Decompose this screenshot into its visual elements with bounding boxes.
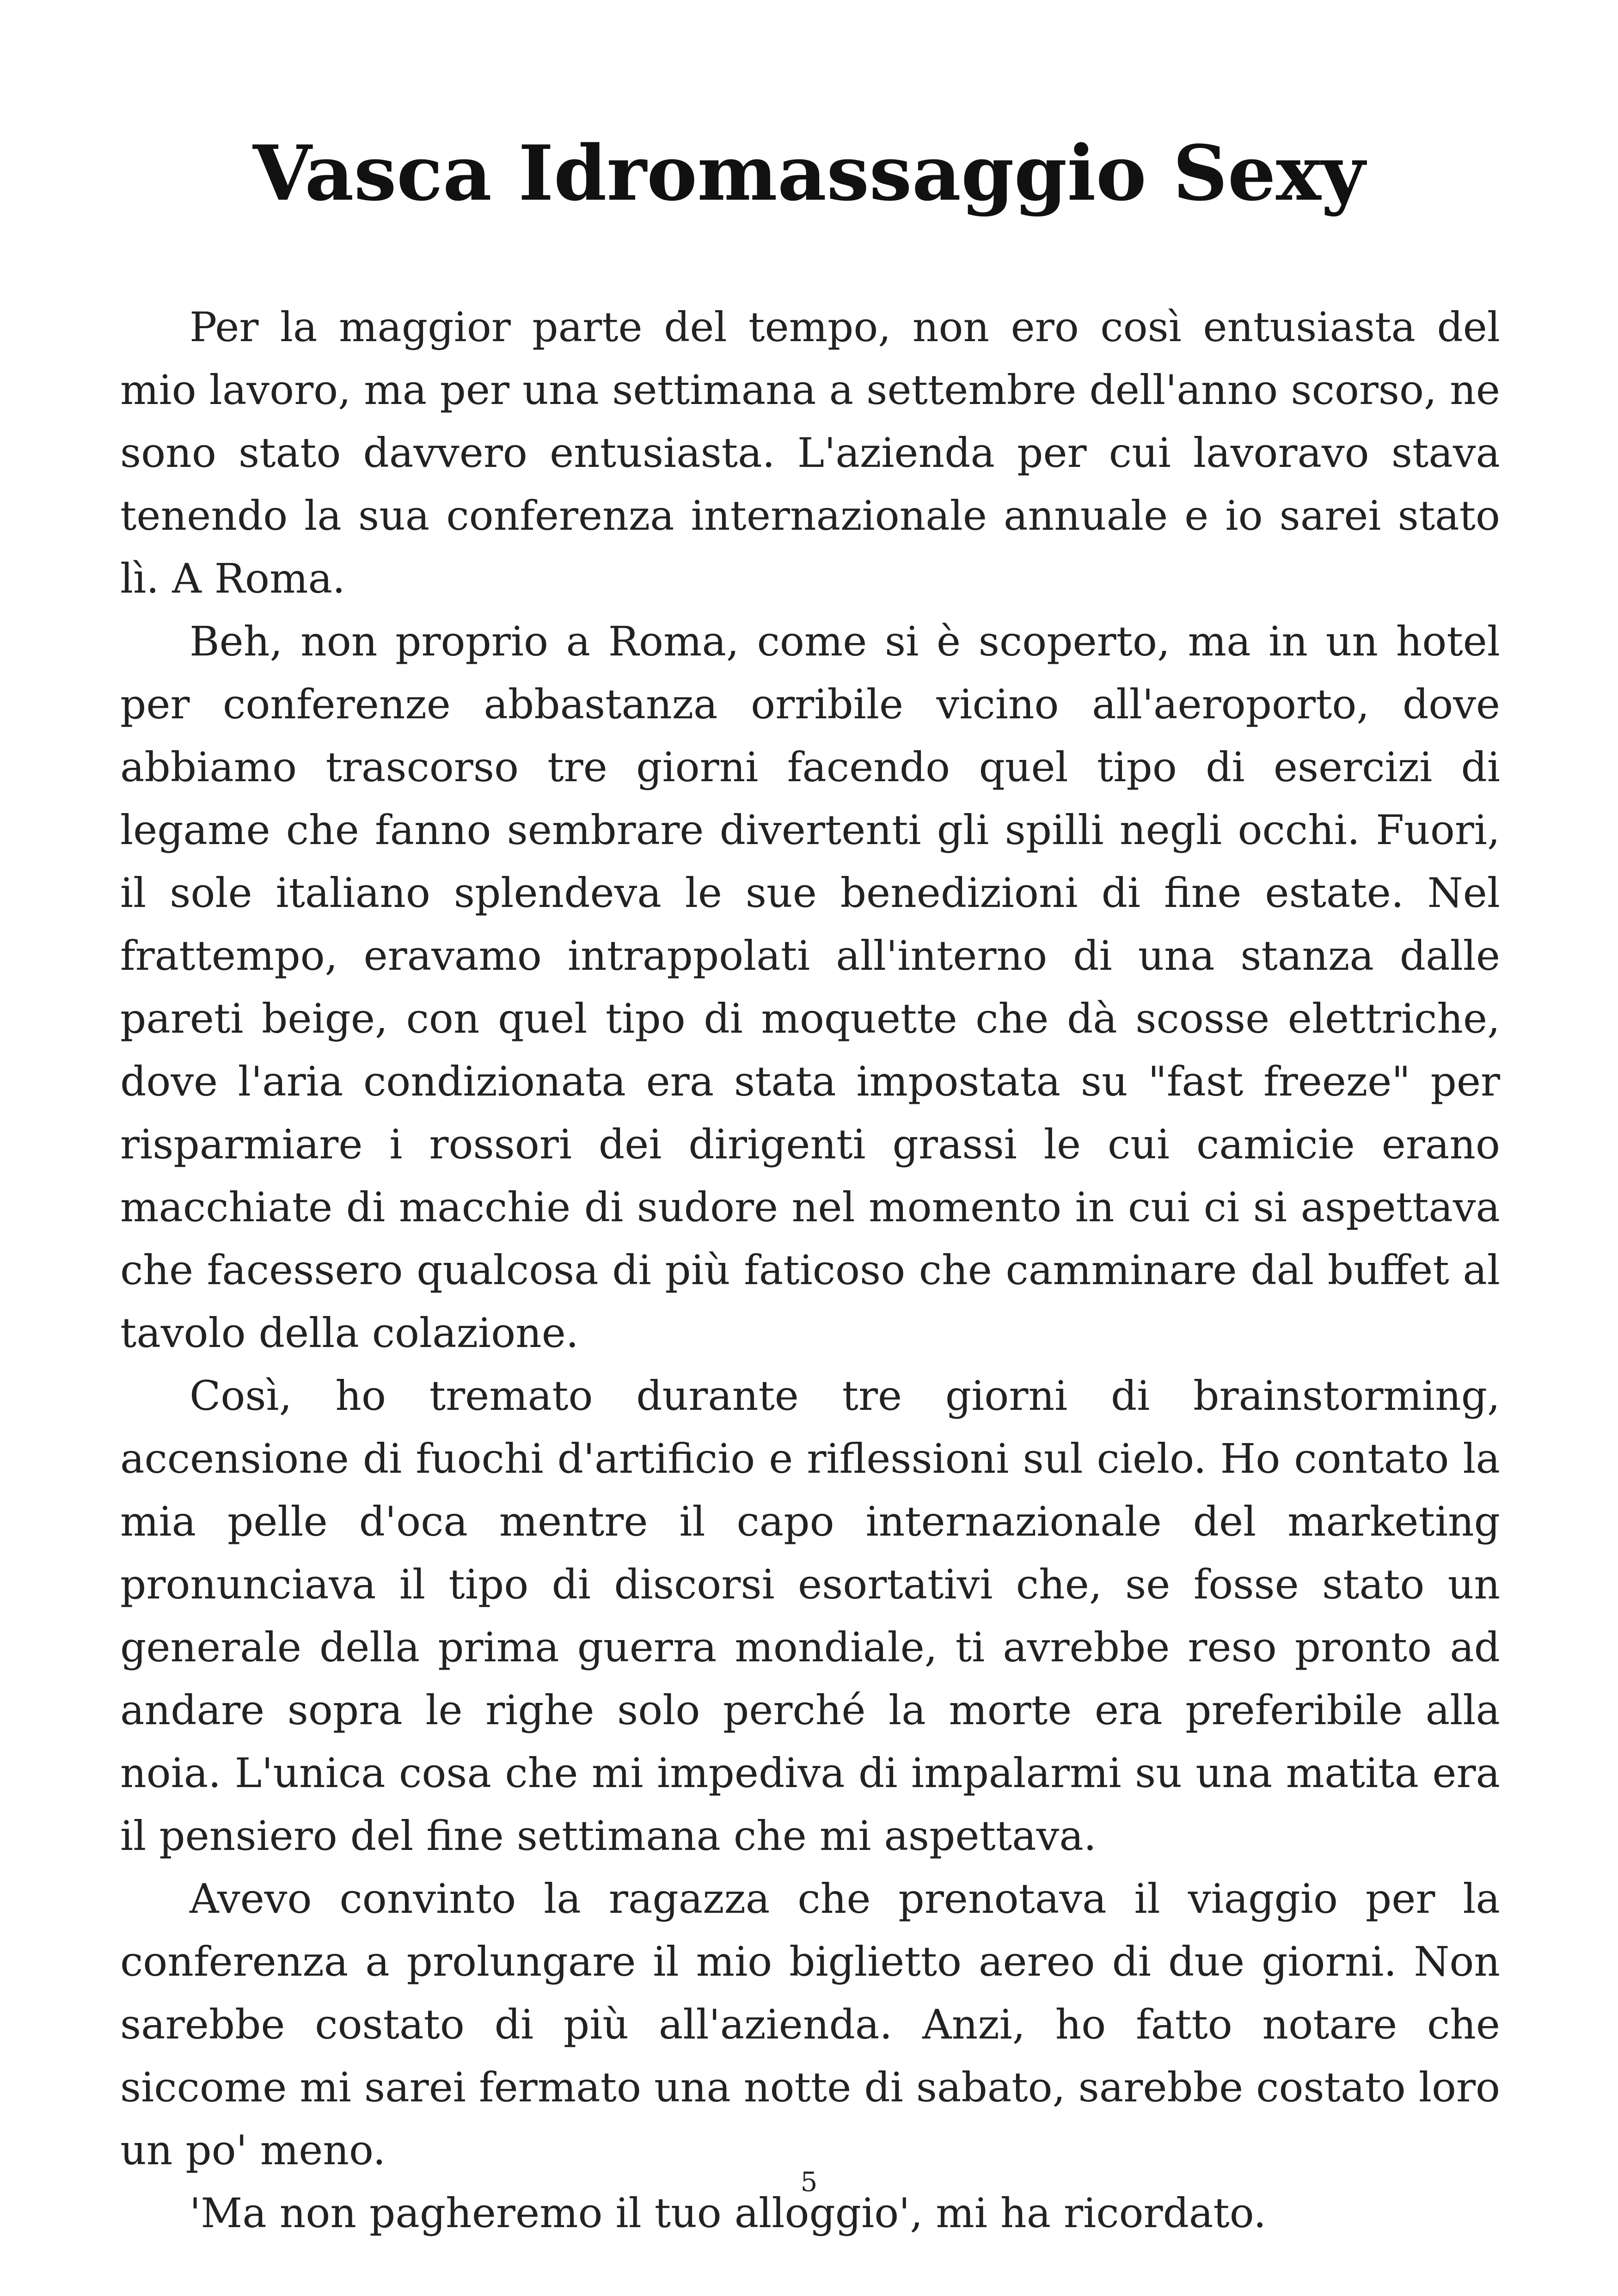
paragraph-3: Così, ho tremato durante tre giorni di brainstorming, accensione di fuochi d'artificio e riflessioni sul cielo. Ho contato la mia pelle d'oca mentre il capo internazionale del marketing pronunciava il tipo di discorsi esortativi che, se fosse stato un generale della prima guerra mondiale, ti avrebbe reso pronto ad andare sopra le righe solo perché la morte era preferibile alla noia. L'unica cosa che mi impediva di impalarmi su una matita era il pensiero del fine settimana che mi aspettava. bbox=[120, 1372, 1500, 1860]
paragraph-1: Per la maggior parte del tempo, non ero così entusiasta del mio lavoro, ma per una settimana a settembre dell'anno scorso, ne sono stato davvero entusiasta. L'azienda per cui lavoravo stava tenendo la sua conferenza internazionale annuale e io sarei stato lì. A Roma. bbox=[120, 303, 1500, 602]
body-text bbox=[120, 296, 1500, 2245]
page-number: 5 bbox=[800, 2166, 818, 2198]
page-title: Vasca Idromassaggio Sexy bbox=[253, 129, 1365, 218]
paragraph-2: Beh, non proprio a Roma, come si è scoperto, ma in un hotel per conferenze abbastanza orribile vicino all'aeroporto, dove abbiamo trascorso tre giorni facendo quel tipo di esercizi di legame che fanno sembrare divertenti gli spilli negli occhi. Fuori, il sole italiano splendeva le sue benedizioni di fine estate. Nel frattempo, eravamo intrappolati all'interno di una stanza dalle pareti beige, con quel tipo di moquette che dà scosse elettriche, dove l'aria condizionata era stata impostata su "fast freeze" per risparmiare i rossori dei dirigenti grassi le cui camicie erano macchiate di macchie di sudore nel momento in cui ci si aspettava che facessero qualcosa di più faticoso che camminare dal buffet al tavolo della colazione. bbox=[120, 618, 1500, 1357]
paragraph-4: Avevo convinto la ragazza che prenotava il viaggio per la conferenza a prolungare il mio biglietto aereo di due giorni. Non sarebbe costato di più all'azienda. Anzi, ho fatto notare che siccome mi sarei fermato una notte di sabato, sarebbe costato loro un po' meno. bbox=[120, 1875, 1500, 2174]
paragraph-5: 'Ma non pagheremo il tuo alloggio', mi ha ricordato. bbox=[190, 2189, 1267, 2237]
